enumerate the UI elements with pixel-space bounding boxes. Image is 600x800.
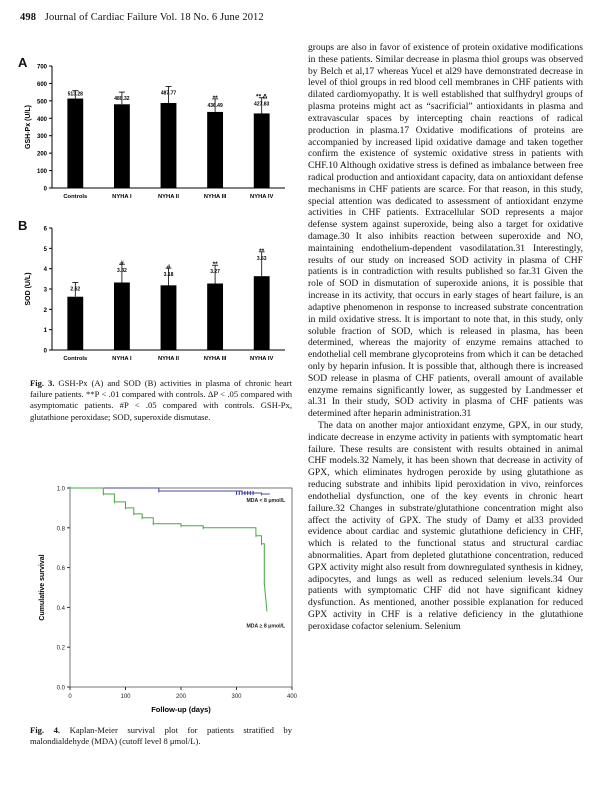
gsh-px-bar: [114, 104, 130, 188]
gsh-px-category-label: Controls: [63, 194, 88, 200]
sod-bar-chart: [20, 222, 295, 377]
sod-y-axis-label: SOD (U/L): [25, 272, 32, 306]
figure-3-caption: [30, 378, 292, 423]
gsh-px-value-label: 427.83: [254, 101, 270, 108]
sod-value-label: 3.18: [163, 272, 174, 279]
gsh-px-y-tick-label: 0: [43, 186, 47, 193]
km-x-axis-label: Follow-up (days): [151, 705, 211, 714]
km-x-tick-label: 300: [231, 694, 242, 700]
km-x-tick-label: 100: [120, 694, 131, 700]
km-y-tick-label: 0.8: [56, 526, 65, 533]
sod-y-tick-label: 3: [43, 287, 47, 294]
gsh-px-value-label: 480.32: [114, 96, 130, 103]
figure-3-caption-text: GSH-Px (A) and SOD (B) activities in plasma of chronic heart failure patients. **P < .01 compared with controls. ΔP < .05 compared with asymptomatic patients. #P < .05 compared with controls. GSH-Px, glutathione peroxidase; SOD, superoxide dismutase.: [30, 378, 292, 422]
journal-title: Journal of Cardiac Failure Vol. 18 No. 6 June 2012: [44, 12, 264, 23]
sod-bar: [114, 282, 130, 350]
gsh-px-y-tick-label: 700: [36, 64, 47, 71]
kaplan-meier-chart: [30, 480, 298, 720]
gsh-px-y-axis-label: GSH-Px (U/L): [25, 105, 32, 149]
gsh-px-y-tick-label: 500: [36, 99, 47, 106]
sod-bar: [207, 284, 223, 350]
sod-category-label: NYHA III: [203, 356, 227, 362]
sod-y-tick-label: 2: [43, 307, 47, 314]
sod-value-label: 2.62: [70, 286, 81, 293]
km-y-tick-label: 0.0: [56, 685, 65, 692]
sod-value-label: 3.63: [256, 255, 267, 262]
km-y-tick-label: 0.2: [56, 645, 65, 652]
sod-category-label: NYHA IV: [250, 356, 274, 362]
km-y-tick-label: 1.0: [56, 486, 65, 493]
panel-b-label: B: [18, 218, 28, 233]
sod-significance-marker: **: [259, 247, 265, 255]
km-x-tick-label: 400: [286, 694, 298, 700]
sod-bar: [161, 285, 177, 350]
gsh-px-category-label: NYHA III: [203, 194, 227, 200]
gsh-px-y-tick-label: 200: [36, 151, 47, 158]
figure-4-caption-text: Kaplan-Meier survival plot for patients stratified by malondialdehyde (MDA) (cutoff level 8 μmol/L).: [30, 725, 292, 747]
km-plot-frame: [70, 488, 292, 687]
gsh-px-y-tick-label: 300: [36, 134, 47, 141]
sod-y-tick-label: 4: [43, 267, 47, 274]
sod-significance-marker: **: [212, 261, 218, 269]
gsh-px-category-label: NYHA IV: [250, 194, 274, 200]
panel-a-label: A: [18, 55, 28, 70]
body-text-column: [308, 42, 583, 633]
gsh-px-y-tick-label: 600: [36, 81, 47, 88]
km-y-tick-label: 0.4: [56, 605, 65, 612]
km-x-tick-label: 200: [175, 694, 187, 700]
gsh-px-category-label: NYHA II: [157, 194, 180, 200]
sod-significance-marker: #: [120, 260, 124, 268]
sod-bar: [254, 276, 270, 350]
km-x-tick-label: 0: [68, 694, 72, 700]
sod-significance-marker: #: [166, 264, 171, 272]
figure-4-label: Fig. 4.: [30, 725, 61, 735]
km-y-tick-label: 0.6: [56, 566, 65, 573]
gsh-px-y-tick-label: 400: [36, 116, 47, 123]
sod-value-label: 3.27: [210, 269, 220, 276]
figure-4-caption: [30, 725, 292, 747]
gsh-px-bar: [254, 113, 270, 188]
figure-3-label: Fig. 3.: [30, 378, 55, 388]
gsh-px-y-tick-label: 100: [36, 169, 47, 176]
gsh-px-significance-marker: ** Δ: [256, 93, 268, 101]
sod-y-tick-label: 1: [43, 328, 47, 335]
km-y-axis-label: Cumulative survival: [39, 554, 46, 621]
body-paragraph-2: The data on another major antioxidant enzyme, GPX, in our study, indicate decrease in enzyme activity in patients with symptomatic heart failure. These results are consistent with results obtained in animal CHF models.32 Namely, it has been shown that decrease in activity of GPX, which eliminates hydrogen peroxide by using glutathione as reducing substrate and inhibits lipid peroxidation in vivo, reinforces endothelial dysfunction, one of the key events in chronic heart failure.32 Changes in substrate/glutathione concentration might also affect the activity of GPX. The study of Damy et al33 provided evidence about cardiac and systemic glutathione deficiency in CHF, which is related to the functional status and structural cardiac abnormalities. Apart from depleted glutathione concentration, reduced GPX activity might also result from downregulated synthesis in kidney, adipocytes, and lungs as well as reduced selenium levels.34 Our patients with symptomatic CHF did not have significant kidney dysfunction. As mentioned, another possible explanation for reduced GPX activity in CHF is a relative deficiency in the glutathione peroxidase cofactor selenium. Selenium: [308, 420, 583, 632]
gsh-px-bar: [161, 103, 177, 188]
gsh-px-category-label: NYHA I: [112, 194, 132, 200]
sod-y-tick-label: 0: [43, 348, 47, 355]
sod-bar: [67, 297, 83, 350]
page-number: 498: [20, 12, 37, 23]
gsh-px-significance-marker: **: [212, 94, 218, 102]
sod-y-tick-label: 5: [43, 246, 47, 253]
gsh-px-bar-chart: [20, 60, 295, 215]
gsh-px-bar: [67, 99, 83, 188]
gsh-px-value-label: 487.77: [160, 90, 177, 97]
sod-category-label: NYHA I: [112, 356, 132, 362]
gsh-px-value-label: 436.49: [207, 102, 223, 109]
sod-category-label: NYHA II: [157, 356, 180, 362]
sod-y-tick-label: 6: [43, 226, 47, 233]
gsh-px-bar: [207, 112, 223, 188]
running-header: [20, 12, 264, 23]
sod-category-label: Controls: [63, 356, 88, 362]
km-legend-label-1: MDA < 8 μmol/L: [246, 497, 286, 504]
gsh-px-value-label: 513.28: [67, 91, 83, 98]
body-paragraph-1: groups are also in favor of existence of protein oxidative modifications in these patients. Similar decrease in plasma thiol groups was observed by Belch et al,17 whereas Yucel et al29 have demonstrated decrease in level of thiol groups in red blood cell membranes in CHF patients with dilated cardiomyopathy. It is well established that sulfhydryl groups of plasma proteins might act as “sacrificial” antioxidants in plasma and extravascular spaces by intercepting chain reactions of radical production in plasma.17 Oxidative modifications of proteins are accompanied by increased lipid oxidative damage and taken together confirm the existence of systemic oxidative stress in patients with CHF.10 Although oxidative stress is defined as imbalance between free radical production and antioxidant capacity, data on antioxidant defense mechanisms in CHF patients are scarce. For that reason, in this study, special attention was dedicated to assessment of antioxidant enzyme activities in CHF patients. Extracellular SOD represents a major defense system against superoxide, being also a target for oxidative damage.30 It also inhibits reaction between superoxide and NO, maintaining endothelium-dependent vasodilatation.31 Interestingly, results of our study on increased SOD activity in plasma of CHF patients is in contradiction with results published so far.31 Given the role of SOD in dismutation of superoxide anions, it is possible that increase in its activity, that occurs in early stages of heart failure, is an adaptive phenomenon in response to increased substrate concentration in mild oxidative stress. It is important to note that, in this study, only soluble fraction of SOD, which is released in plasma, has been determined, whereas the majority of enzyme remains attached to endothelial cell membrane glycoproteins from which it can be detached only by heparin infusion. It is possible that, although there is increased SOD release in plasma of CHF patients, overall amount of available enzyme remains significantly lower, as suggested by Landmesser et al.31 In their study, SOD activity in plasma of CHF patients was determined after heparin administration.31: [308, 42, 583, 420]
km-legend-label-2: MDA ≥ 8 μmol/L: [246, 623, 286, 630]
sod-value-label: 3.32: [117, 268, 127, 275]
